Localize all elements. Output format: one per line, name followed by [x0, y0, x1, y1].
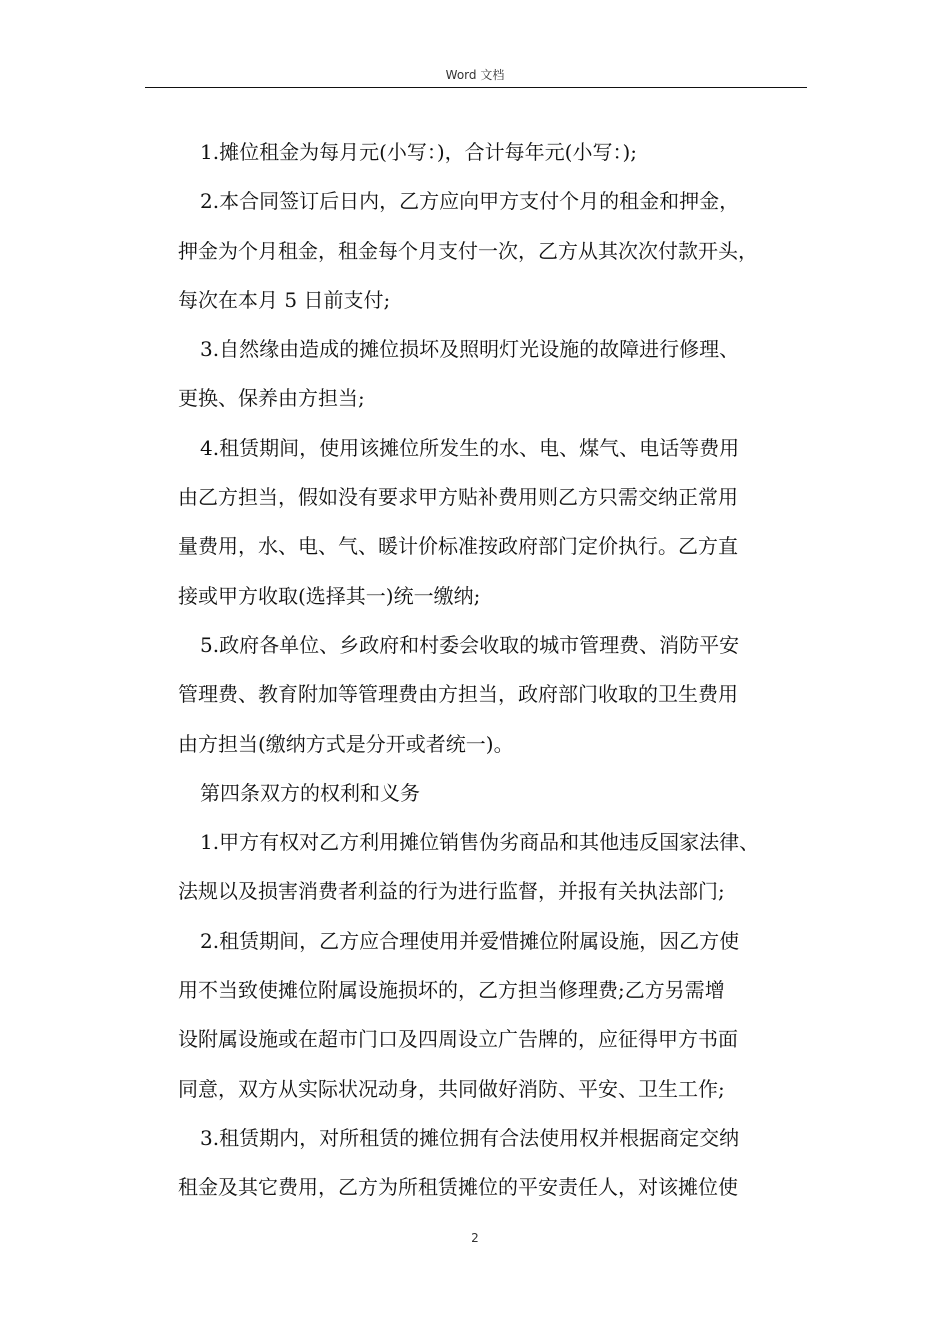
text-line: 租金及其它费用，乙方为所租赁摊位的平安责任人，对该摊位使 [178, 1175, 738, 1200]
page-header: Word 文档 [445, 68, 505, 82]
text-line: 管理费、教育附加等管理费由方担当，政府部门收取的卫生费用 [178, 682, 738, 707]
text-line: 用不当致使摊位附属设施损坏的，乙方担当修理费;乙方另需增 [178, 978, 725, 1003]
text-line: 2.租赁期间，乙方应合理使用并爱惜摊位附属设施，因乙方使 [200, 928, 740, 953]
text-line: 设附属设施或在超市门口及四周设立广告牌的，应征得甲方书面 [178, 1027, 738, 1052]
text-line: 1.摊位租金为每月元(小写：)，合计每年元(小写：); [200, 140, 638, 164]
text-line: 量费用，水、电、气、暖计价标准按政府部门定价执行。乙方直 [178, 534, 738, 559]
text-line: 接或甲方收取(选择其一)统一缴纳; [178, 583, 481, 608]
text-line: 5.政府各单位、乡政府和村委会收取的城市管理费、消防平安 [200, 632, 740, 657]
text-line: 3.租赁期内，对所租赁的摊位拥有合法使用权并根据商定交纳 [200, 1125, 740, 1150]
header-divider [145, 87, 807, 88]
text-line: 同意，双方从实际状况动身，共同做好消防、平安、卫生工作; [178, 1076, 725, 1101]
page-number: 2 [471, 1231, 479, 1245]
text-line: 1.甲方有权对乙方利用摊位销售伪劣商品和其他违反国家法律、 [200, 830, 760, 855]
text-line: 第四条双方的权利和义务 [200, 780, 420, 805]
text-line: 押金为个月租金，租金每个月支付一次，乙方从其次次付款开头， [178, 238, 758, 263]
text-line: 由方担当(缴纳方式是分开或者统一)。 [178, 731, 514, 756]
text-line: 2.本合同签订后日内，乙方应向甲方支付个月的租金和押金， [200, 189, 740, 214]
text-line: 3.自然缘由造成的摊位损坏及照明灯光设施的故障进行修理、 [200, 337, 740, 362]
text-line: 法规以及损害消费者利益的行为进行监督，并报有关执法部门; [178, 879, 725, 904]
text-line: 4.租赁期间，使用该摊位所发生的水、电、煤气、电话等费用 [200, 435, 740, 460]
text-line: 每次在本月 5 日前支付; [178, 287, 391, 312]
document-body [178, 128, 818, 1213]
text-line: 更换、保养由方担当; [178, 386, 365, 411]
text-line: 由乙方担当，假如没有要求甲方贴补费用则乙方只需交纳正常用 [178, 485, 738, 510]
